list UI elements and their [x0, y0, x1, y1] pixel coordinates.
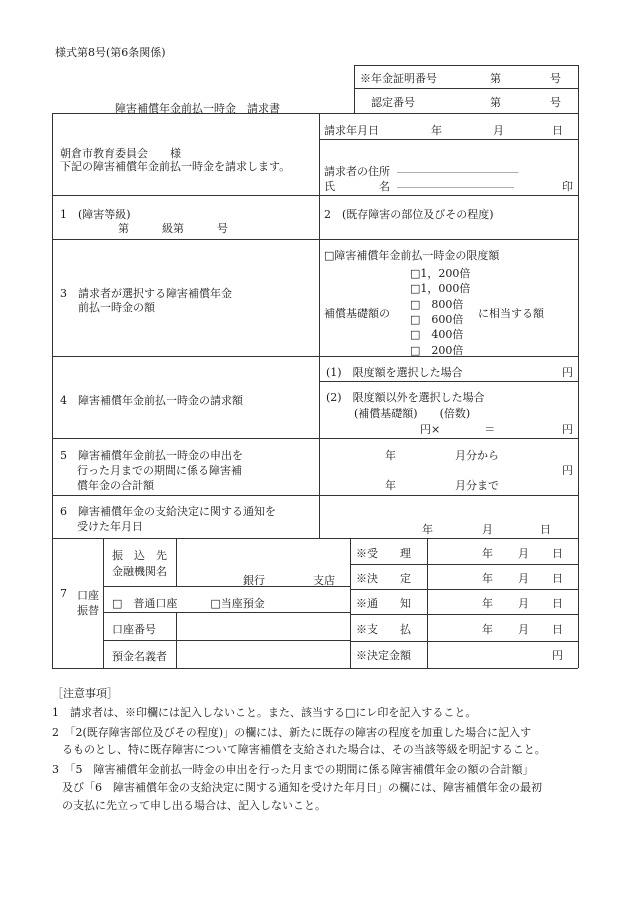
note-2a: 2 「2(既存障害部位及びその程度)」の欄には、新たに既存の障害の程度を加重した場合に記入す [52, 726, 532, 739]
pension-number-dai: 第 [490, 72, 501, 85]
period-from-month: 月分から [455, 449, 499, 462]
addressee: 朝倉市教育委員会 様 [60, 147, 181, 160]
admin-notice-day: 日 [552, 597, 563, 610]
request-amount-label: 4 障害補償年金前払一時金の請求額 [60, 394, 243, 407]
disability-grade-label: 1 (障害等級) [60, 208, 131, 221]
admin-decision-month: 月 [518, 572, 529, 585]
admin-payment-month: 月 [518, 623, 529, 636]
note-3b: 及び「6 障害補償年金の支給決定に関する通知を受けた年月日」の欄には、障害補償年金の最初 [62, 781, 542, 794]
notice-date-label-2: 受けた年月日 [77, 520, 143, 533]
basis-label: 補償基礎額の [324, 307, 390, 320]
admin-notice-label: ※通 知 [356, 597, 411, 610]
admin-decision-year: 年 [482, 572, 493, 585]
notice-date-label-1: 6 障害補償年金の支給決定に関する通知を [60, 505, 276, 518]
admin-receipt-label: ※受 理 [356, 547, 411, 560]
address-label: 請求者の住所 [324, 165, 390, 178]
other-case-formula: 円× ＝ [420, 423, 496, 436]
notes-heading: ［注意事項］ [52, 687, 118, 700]
cert-number-label: 認定番号 [371, 96, 415, 109]
notice-date-month: 月 [482, 523, 493, 536]
admin-receipt-month: 月 [518, 547, 529, 560]
admin-receipt-day: 日 [552, 547, 563, 560]
selected-amount-label-1: 3 請求者が選択する障害補償年金 [60, 287, 232, 300]
period-to-month: 月分まで [455, 479, 499, 492]
period-from-year: 年 [385, 449, 396, 462]
request-date-year: 年 [431, 124, 442, 137]
pension-number-label: ※年金証明番号 [360, 72, 437, 85]
account-transfer-number: 7 [60, 587, 67, 600]
form-id: 様式第8号(第6条関係) [55, 46, 166, 59]
other-case-yen: 円 [562, 423, 573, 436]
decided-amount-yen: 円 [552, 649, 563, 662]
limit-case-yen: 円 [562, 366, 573, 379]
admin-notice-year: 年 [482, 597, 493, 610]
address-field[interactable]: ___________________________ [397, 163, 519, 173]
cert-number-go: 号 [550, 96, 561, 109]
bank-suffix: 銀行 [243, 574, 265, 587]
note-3a: 3 「5 障害補償年金前払一時金の申出を行った月までの期間に係る障害補償年金の額の合計額」 [52, 763, 534, 776]
account-transfer-label-2: 振替 [77, 604, 99, 617]
note-3c: の支払に先立って申し出る場合は、記入しないこと。 [62, 799, 326, 812]
account-number-label: 口座番号 [112, 623, 156, 636]
account-type-checkboxes[interactable]: □ 普通口座 □当座預金 [112, 597, 265, 610]
selected-amount-label-2: 前払一時金の額 [78, 301, 155, 314]
admin-payment-year: 年 [482, 623, 493, 636]
bank-label-1: 振 込 先 [112, 549, 167, 562]
account-transfer-label-1: 口座 [77, 589, 99, 602]
other-case-label: (2) 限度額以外を選択した場合 [326, 391, 485, 404]
pension-total-label-3: 償年金の合計額 [77, 479, 154, 492]
multiplier-option-1200[interactable]: □1，200倍 [410, 267, 471, 280]
disability-grade-value[interactable]: 第 級第 号 [118, 222, 228, 235]
request-date-label: 請求年月日 [324, 124, 379, 137]
form-title: 障害補償年金前払一時金 請求書 [115, 102, 280, 115]
admin-payment-day: 日 [552, 623, 563, 636]
note-1: 1 請求者は、※印欄には記入しないこと。また、該当する□にレ印を記入すること。 [52, 706, 477, 719]
pension-number-go: 号 [550, 72, 561, 85]
period-yen: 円 [562, 464, 573, 477]
multiplier-option-200[interactable]: □ 200倍 [410, 344, 464, 357]
admin-decision-day: 日 [552, 572, 563, 585]
existing-disability-label: 2 (既存障害の部位及びその程度) [324, 208, 494, 221]
name-label: 氏 名 [324, 180, 390, 193]
request-date-day: 日 [552, 124, 563, 137]
decided-amount-label: ※決定金額 [356, 649, 411, 662]
seal-mark: 印 [562, 180, 573, 193]
cert-number-dai: 第 [490, 96, 501, 109]
limit-case-label: (1) 限度額を選択した場合 [326, 366, 463, 379]
multiplier-option-1000[interactable]: □1，000倍 [410, 282, 471, 295]
multiplier-option-800[interactable]: □ 800倍 [410, 298, 464, 311]
pension-total-label-1: 5 障害補償年金前払一時金の申出を [60, 449, 243, 462]
equivalent-label: に相当する額 [478, 307, 544, 320]
multiplier-option-400[interactable]: □ 400倍 [410, 328, 464, 341]
note-2b: るものとし、特に既存障害について障害補償を支給された場合は、その当該等級を明記すること。 [62, 743, 546, 756]
request-statement: 下記の障害補償年金前払一時金を請求します。 [60, 160, 291, 173]
admin-receipt-year: 年 [482, 547, 493, 560]
multiplier-option-600[interactable]: □ 600倍 [410, 313, 464, 326]
pension-total-label-2: 行った月までの期間に係る障害補 [77, 464, 242, 477]
notice-date-day: 日 [540, 523, 551, 536]
limit-amount-checkbox[interactable]: □障害補償年金前払一時金の限度額 [324, 249, 500, 262]
bank-label-2: 金融機関名 [112, 565, 167, 578]
notice-date-year: 年 [422, 523, 433, 536]
account-holder-label: 預金名義者 [112, 650, 167, 663]
admin-decision-label: ※決 定 [356, 572, 411, 585]
admin-notice-month: 月 [518, 597, 529, 610]
name-field[interactable]: __________________________ [397, 178, 514, 188]
admin-payment-label: ※支 払 [356, 623, 411, 636]
request-date-month: 月 [493, 124, 504, 137]
other-case-sub: (補償基礎額) (倍数) [354, 407, 471, 420]
period-to-year: 年 [385, 479, 396, 492]
branch-suffix: 支店 [313, 574, 335, 587]
